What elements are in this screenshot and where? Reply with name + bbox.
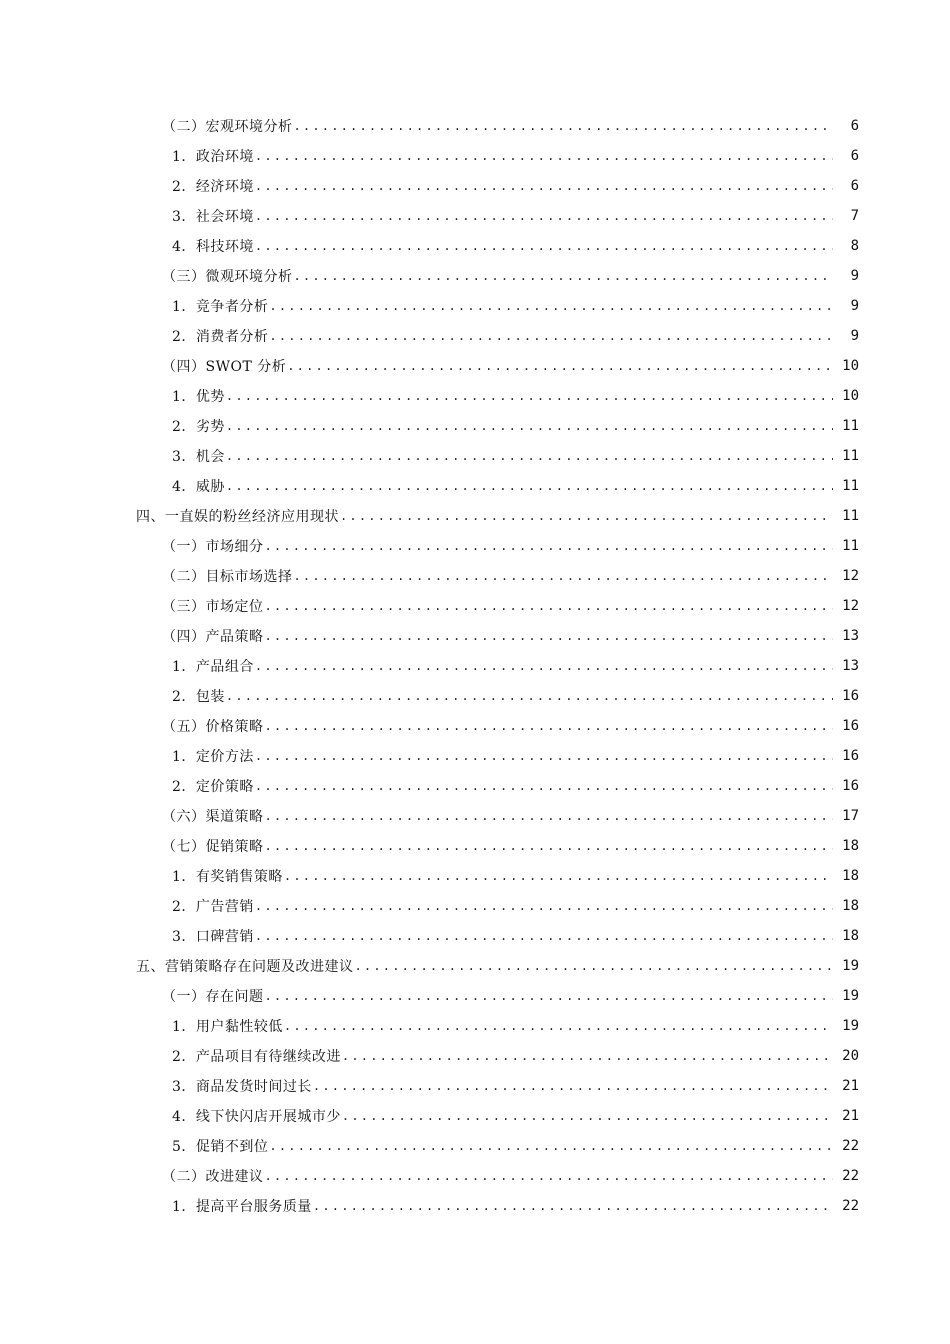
toc-dot-leader xyxy=(269,299,833,313)
toc-page-number: 22 xyxy=(842,1168,859,1184)
toc-page-number: 18 xyxy=(842,928,859,944)
toc-dot-leader xyxy=(294,119,834,133)
toc-page-number: 8 xyxy=(850,238,859,254)
toc-dot-leader xyxy=(265,839,834,853)
toc-page-number: 10 xyxy=(842,388,859,404)
toc-entry-title: （二）宏观环境分析 xyxy=(162,119,293,135)
toc-page-number: 11 xyxy=(842,478,859,494)
toc-page-number: 6 xyxy=(850,118,859,134)
toc-page-number: 13 xyxy=(842,628,859,644)
toc-entry[interactable] xyxy=(0,711,950,741)
toc-entry[interactable] xyxy=(0,1041,950,1071)
toc-entry[interactable] xyxy=(0,951,950,981)
toc-page-number: 16 xyxy=(842,778,859,794)
toc-page-number: 16 xyxy=(842,688,859,704)
toc-page-number: 22 xyxy=(842,1138,859,1154)
toc-dot-leader xyxy=(255,929,833,943)
toc-page-number: 22 xyxy=(842,1198,859,1214)
toc-dot-leader xyxy=(255,239,833,253)
toc-entry-title: （四）产品策略 xyxy=(162,629,264,645)
toc-entry-title: （三）微观环境分析 xyxy=(162,269,293,285)
toc-page-number: 21 xyxy=(842,1108,859,1124)
toc-entry-title: 3．商品发货时间过长 xyxy=(172,1079,312,1095)
toc-page-number: 20 xyxy=(842,1048,859,1064)
toc-page-number: 19 xyxy=(842,988,859,1004)
toc-page-number: 9 xyxy=(850,268,859,284)
toc-entry[interactable] xyxy=(0,1101,950,1131)
toc-entry[interactable] xyxy=(0,141,950,171)
toc-entry-title: 四、一直娱的粉丝经济应用现状 xyxy=(136,509,339,525)
toc-page-number: 13 xyxy=(842,658,859,674)
toc-entry-title: 2．消费者分析 xyxy=(172,329,269,345)
toc-dot-leader xyxy=(255,209,833,223)
toc-entry-title: （一）市场细分 xyxy=(162,539,264,555)
toc-entry-title: 4．线下快闪店开展城市少 xyxy=(172,1109,341,1125)
toc-dot-leader xyxy=(313,1199,833,1213)
toc-entry[interactable] xyxy=(0,501,950,531)
toc-dot-leader xyxy=(287,359,833,373)
toc-page-number: 12 xyxy=(842,568,859,584)
toc-entry[interactable] xyxy=(0,621,950,651)
toc-dot-leader xyxy=(265,809,834,823)
toc-dot-leader xyxy=(226,389,833,403)
toc-page-number: 19 xyxy=(842,1018,859,1034)
toc-entry-title: 1．产品组合 xyxy=(172,659,254,675)
toc-entry-title: （二）改进建议 xyxy=(162,1169,264,1185)
toc-entry[interactable] xyxy=(0,741,950,771)
toc-page-number: 17 xyxy=(842,808,859,824)
toc-entry-title: （一）存在问题 xyxy=(162,989,264,1005)
toc-entry-title: 3．口碑营销 xyxy=(172,929,254,945)
toc-dot-leader xyxy=(265,599,834,613)
toc-dot-leader xyxy=(255,149,833,163)
toc-entry[interactable] xyxy=(0,861,950,891)
toc-entry-title: 4．科技环境 xyxy=(172,239,254,255)
toc-page-number: 10 xyxy=(842,358,859,374)
toc-entry-title: 2．定价策略 xyxy=(172,779,254,795)
toc-entry-title: 3．社会环境 xyxy=(172,209,254,225)
toc-entry-title: 2．产品项目有待继续改进 xyxy=(172,1049,341,1065)
toc-entry[interactable] xyxy=(0,1011,950,1041)
toc-entry[interactable] xyxy=(0,471,950,501)
toc-page-number: 18 xyxy=(842,838,859,854)
toc-page-number: 9 xyxy=(850,298,859,314)
toc-page-number: 11 xyxy=(842,448,859,464)
toc-entry[interactable] xyxy=(0,981,950,1011)
toc-entry[interactable] xyxy=(0,321,950,351)
toc-entry[interactable] xyxy=(0,201,950,231)
toc-dot-leader xyxy=(340,509,833,523)
toc-entry[interactable] xyxy=(0,1191,950,1221)
toc-dot-leader xyxy=(265,989,834,1003)
toc-dot-leader xyxy=(265,1169,834,1183)
toc-dot-leader xyxy=(269,329,833,343)
toc-entry[interactable] xyxy=(0,531,950,561)
toc-dot-leader xyxy=(342,1049,833,1063)
toc-dot-leader xyxy=(342,1109,833,1123)
toc-entry[interactable] xyxy=(0,891,950,921)
toc-entry[interactable] xyxy=(0,561,950,591)
toc-dot-leader xyxy=(355,959,834,973)
toc-entry-title: 3．机会 xyxy=(172,449,225,465)
toc-entry[interactable] xyxy=(0,381,950,411)
toc-entry-title: （三）市场定位 xyxy=(162,599,264,615)
toc-entry[interactable] xyxy=(0,231,950,261)
toc-entry[interactable] xyxy=(0,411,950,441)
toc-entry-title: 1．政治环境 xyxy=(172,149,254,165)
toc-entry[interactable] xyxy=(0,1161,950,1191)
toc-page-number: 11 xyxy=(842,538,859,554)
toc-entry-title: 1．定价方法 xyxy=(172,749,254,765)
toc-dot-leader xyxy=(226,419,833,433)
table-of-contents xyxy=(0,111,950,1221)
toc-entry[interactable] xyxy=(0,921,950,951)
toc-entry[interactable] xyxy=(0,591,950,621)
toc-dot-leader xyxy=(255,899,833,913)
toc-dot-leader xyxy=(265,539,834,553)
toc-page-number: 7 xyxy=(850,208,859,224)
toc-entry[interactable] xyxy=(0,1131,950,1161)
toc-dot-leader xyxy=(255,659,833,673)
toc-entry-title: （五）价格策略 xyxy=(162,719,264,735)
toc-entry-title: 2．劣势 xyxy=(172,419,225,435)
toc-dot-leader xyxy=(255,179,833,193)
toc-dot-leader xyxy=(294,569,834,583)
toc-entry-title: 5．促销不到位 xyxy=(172,1139,269,1155)
toc-entry-title: 1．优势 xyxy=(172,389,225,405)
toc-dot-leader xyxy=(265,629,834,643)
toc-page-number: 11 xyxy=(842,418,859,434)
toc-page-number: 12 xyxy=(842,598,859,614)
toc-page-number: 6 xyxy=(850,178,859,194)
toc-entry[interactable] xyxy=(0,291,950,321)
toc-entry[interactable] xyxy=(0,831,950,861)
toc-entry-title: （七）促销策略 xyxy=(162,839,264,855)
toc-entry-title: 2．经济环境 xyxy=(172,179,254,195)
toc-entry-title: 2．包装 xyxy=(172,689,225,705)
toc-entry-title: （二）目标市场选择 xyxy=(162,569,293,585)
toc-entry[interactable] xyxy=(0,681,950,711)
toc-dot-leader xyxy=(265,719,834,733)
toc-entry-title: 1．提高平台服务质量 xyxy=(172,1199,312,1215)
toc-entry[interactable] xyxy=(0,771,950,801)
toc-dot-leader xyxy=(269,1139,833,1153)
toc-entry-title: 4．威胁 xyxy=(172,479,225,495)
toc-entry[interactable] xyxy=(0,801,950,831)
toc-page-number: 16 xyxy=(842,718,859,734)
toc-entry[interactable] xyxy=(0,1071,950,1101)
toc-entry-title: 1．有奖销售策略 xyxy=(172,869,283,885)
toc-entry-title: 五、营销策略存在问题及改进建议 xyxy=(136,959,354,975)
toc-dot-leader xyxy=(226,449,833,463)
toc-entry[interactable] xyxy=(0,651,950,681)
toc-entry[interactable] xyxy=(0,171,950,201)
toc-page-number: 6 xyxy=(850,148,859,164)
toc-dot-leader xyxy=(284,1019,833,1033)
toc-page-number: 9 xyxy=(850,328,859,344)
toc-page-number: 18 xyxy=(842,898,859,914)
toc-page-number: 21 xyxy=(842,1078,859,1094)
toc-dot-leader xyxy=(255,749,833,763)
toc-page-number: 11 xyxy=(842,508,859,524)
toc-page-number: 16 xyxy=(842,748,859,764)
toc-entry-title: （六）渠道策略 xyxy=(162,809,264,825)
toc-entry-title: 2．广告营销 xyxy=(172,899,254,915)
toc-entry-title: 1．竞争者分析 xyxy=(172,299,269,315)
toc-entry[interactable] xyxy=(0,111,950,141)
toc-entry-title: 1．用户黏性较低 xyxy=(172,1019,283,1035)
toc-entry[interactable] xyxy=(0,261,950,291)
toc-dot-leader xyxy=(226,689,833,703)
toc-dot-leader xyxy=(226,479,833,493)
toc-dot-leader xyxy=(313,1079,833,1093)
toc-dot-leader xyxy=(284,869,833,883)
toc-dot-leader xyxy=(255,779,833,793)
toc-entry[interactable] xyxy=(0,351,950,381)
toc-entry-title: （四）SWOT 分析 xyxy=(162,359,287,375)
toc-page-number: 19 xyxy=(842,958,859,974)
toc-page-number: 18 xyxy=(842,868,859,884)
toc-entry[interactable] xyxy=(0,441,950,471)
toc-dot-leader xyxy=(294,269,834,283)
